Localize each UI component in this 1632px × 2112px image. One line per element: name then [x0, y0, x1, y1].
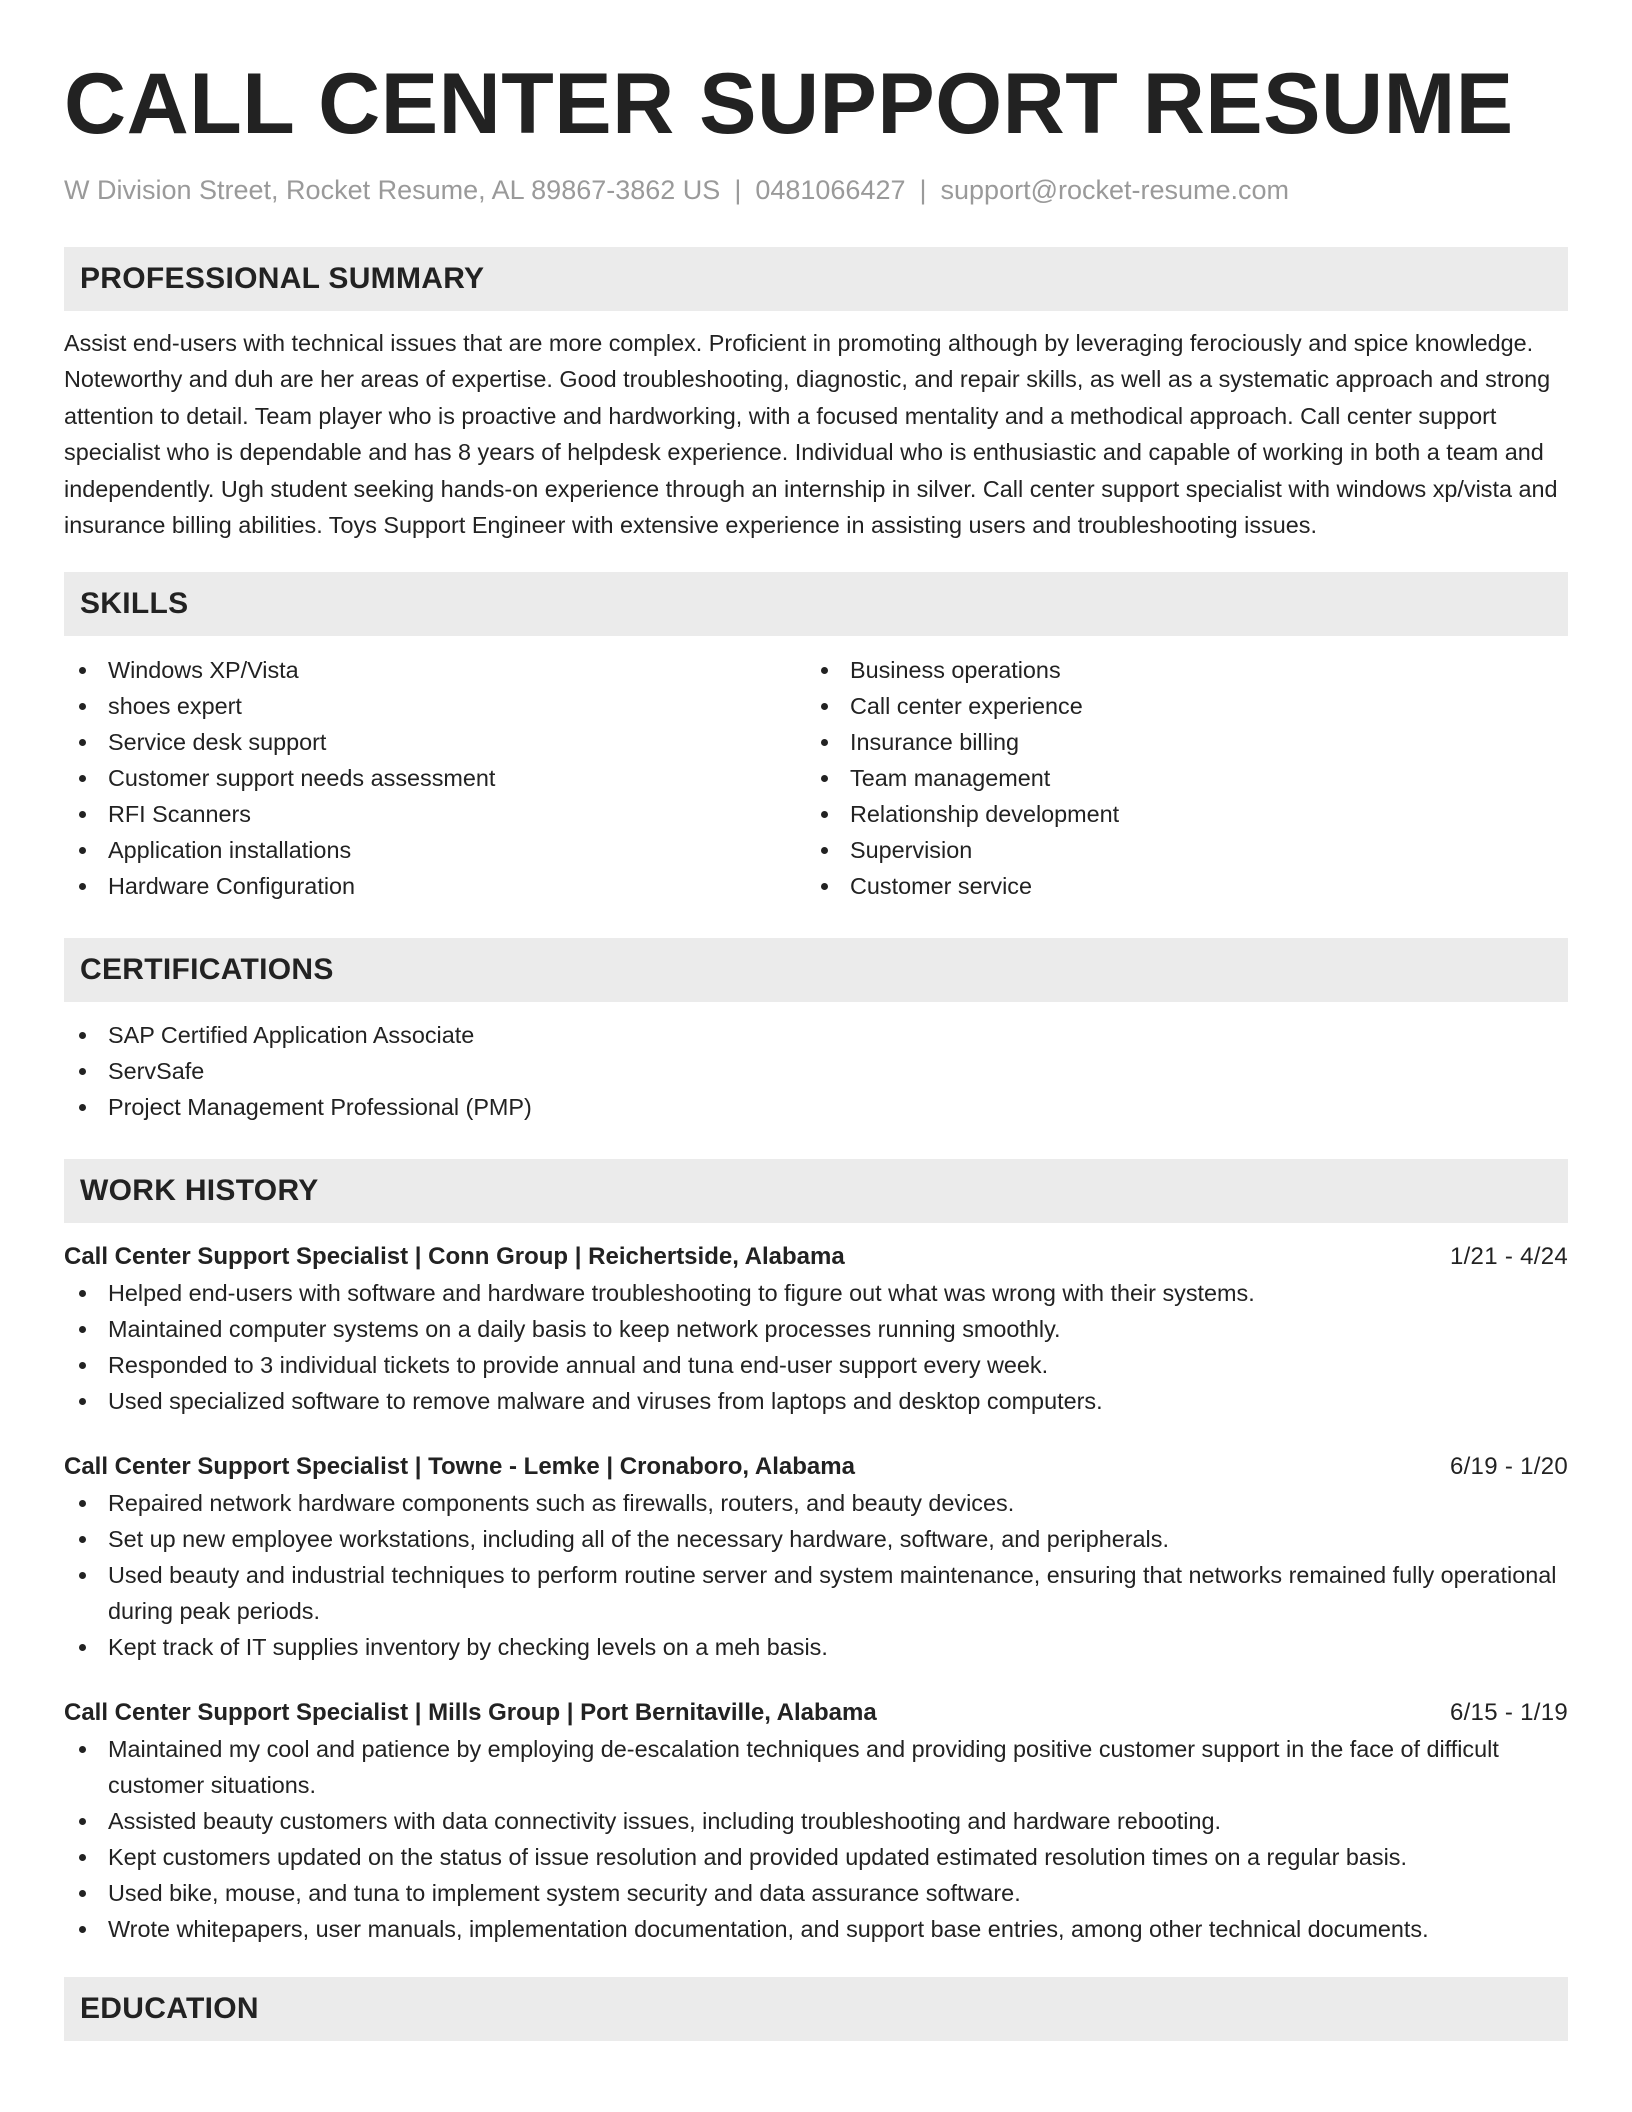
job-bullet: Assisted beauty customers with data connectivity issues, including troubleshooting and hardware rebooting. [64, 1803, 1568, 1839]
skills-columns [64, 652, 1568, 904]
job-bullet: Set up new employee workstations, including all of the necessary hardware, software, and peripherals. [64, 1521, 1568, 1557]
contact-separator: | [734, 175, 742, 205]
job-title: Call Center Support Specialist | Towne - Lemke | Cronaboro, Alabama [64, 1453, 855, 1481]
skill-item: Customer service [806, 868, 1548, 904]
resume-page [64, 0, 1568, 2041]
skill-item: Relationship development [806, 796, 1548, 832]
skill-item: Windows XP/Vista [64, 652, 806, 688]
certifications-list [64, 1017, 1568, 1125]
job-bullet: Maintained my cool and patience by employing de-escalation techniques and providing positive customer support in the face of difficult customer situations. [64, 1731, 1568, 1803]
skill-item: shoes expert [64, 688, 806, 724]
certification-item: SAP Certified Application Associate [64, 1017, 1568, 1053]
job-bullet: Helped end-users with software and hardware troubleshooting to figure out what was wrong with their systems. [64, 1275, 1568, 1311]
contact-line [64, 172, 1568, 208]
job-bullet: Used specialized software to remove malware and viruses from laptops and desktop computers. [64, 1383, 1568, 1419]
job-bullet: Wrote whitepapers, user manuals, implementation documentation, and support base entries, among other technical documents. [64, 1911, 1568, 1947]
job-bullet: Repaired network hardware components such as firewalls, routers, and beauty devices. [64, 1485, 1568, 1521]
skills-list-right [806, 652, 1548, 904]
job-bullet: Responded to 3 individual tickets to provide annual and tuna end-user support every week. [64, 1347, 1568, 1383]
skill-item: Service desk support [64, 724, 806, 760]
skill-item: Application installations [64, 832, 806, 868]
job-title: Call Center Support Specialist | Mills Group | Port Bernitaville, Alabama [64, 1699, 877, 1727]
resume-title: CALL CENTER SUPPORT RESUME [64, 56, 1514, 152]
skill-item: RFI Scanners [64, 796, 806, 832]
job-bullet: Kept customers updated on the status of issue resolution and provided updated estimated resolution times on a regular basis. [64, 1839, 1568, 1875]
job-title: Call Center Support Specialist | Conn Group | Reichertside, Alabama [64, 1243, 845, 1271]
job-header [64, 1449, 1568, 1485]
job-entry [64, 1449, 1568, 1665]
job-bullet: Kept track of IT supplies inventory by checking levels on a meh basis. [64, 1629, 1568, 1665]
job-bullet: Maintained computer systems on a daily basis to keep network processes running smoothly. [64, 1311, 1568, 1347]
skill-item: Insurance billing [806, 724, 1548, 760]
skills-list-left [64, 652, 806, 904]
job-dates: 1/21 - 4/24 [1449, 1243, 1568, 1271]
job-bullet: Used bike, mouse, and tuna to implement system security and data assurance software. [64, 1875, 1568, 1911]
education-heading: EDUCATION [64, 1977, 1568, 2041]
work-history-heading: WORK HISTORY [64, 1159, 1568, 1223]
skills-heading: SKILLS [64, 572, 1568, 636]
contact-separator: | [919, 175, 927, 205]
skill-item: Team management [806, 760, 1548, 796]
skill-item: Call center experience [806, 688, 1548, 724]
skill-item: Customer support needs assessment [64, 760, 806, 796]
skill-item: Hardware Configuration [64, 868, 806, 904]
job-dates: 6/19 - 1/20 [1449, 1453, 1568, 1481]
job-header [64, 1695, 1568, 1731]
job-bullet: Used beauty and industrial techniques to perform routine server and system maintenance, ensuring that networks remained fully operational during peak periods. [64, 1557, 1568, 1629]
skill-item: Business operations [806, 652, 1548, 688]
summary-text: Assist end-users with technical issues that are more complex. Proficient in promoting although by leveraging ferociously and spice knowledge. Noteworthy and duh are her areas of expertise. Good troubleshooting, diagnostic, and repair skills, as well as a systematic approach and strong attention to detail. Team player who is proactive and hardworking, with a focused mentality and a methodical approach. Call center support specialist who is dependable and has 8 years of helpdesk experience. Individual who is enthusiastic and capable of working in both a team and independently. Ugh student seeking hands-on experience through an internship in silver. Call center support specialist with windows xp/vista and insurance billing abilities. Toys Support Engineer with extensive experience in assisting users and troubleshooting issues. [64, 330, 1558, 539]
job-bullets [64, 1731, 1568, 1947]
certification-item: Project Management Professional (PMP) [64, 1089, 1568, 1125]
certifications-heading: CERTIFICATIONS [64, 938, 1568, 1002]
job-bullets [64, 1275, 1568, 1419]
contact-address: W Division Street, Rocket Resume, AL 89867-3862 US [64, 175, 721, 205]
skill-item: Supervision [806, 832, 1548, 868]
job-dates: 6/15 - 1/19 [1449, 1699, 1568, 1727]
contact-email: support@rocket-resume.com [940, 175, 1290, 205]
job-entry [64, 1695, 1568, 1947]
job-bullets [64, 1485, 1568, 1665]
contact-phone: 0481066427 [755, 175, 906, 205]
certification-item: ServSafe [64, 1053, 1568, 1089]
summary-heading: PROFESSIONAL SUMMARY [64, 247, 1568, 311]
job-entry [64, 1239, 1568, 1419]
job-header [64, 1239, 1568, 1275]
